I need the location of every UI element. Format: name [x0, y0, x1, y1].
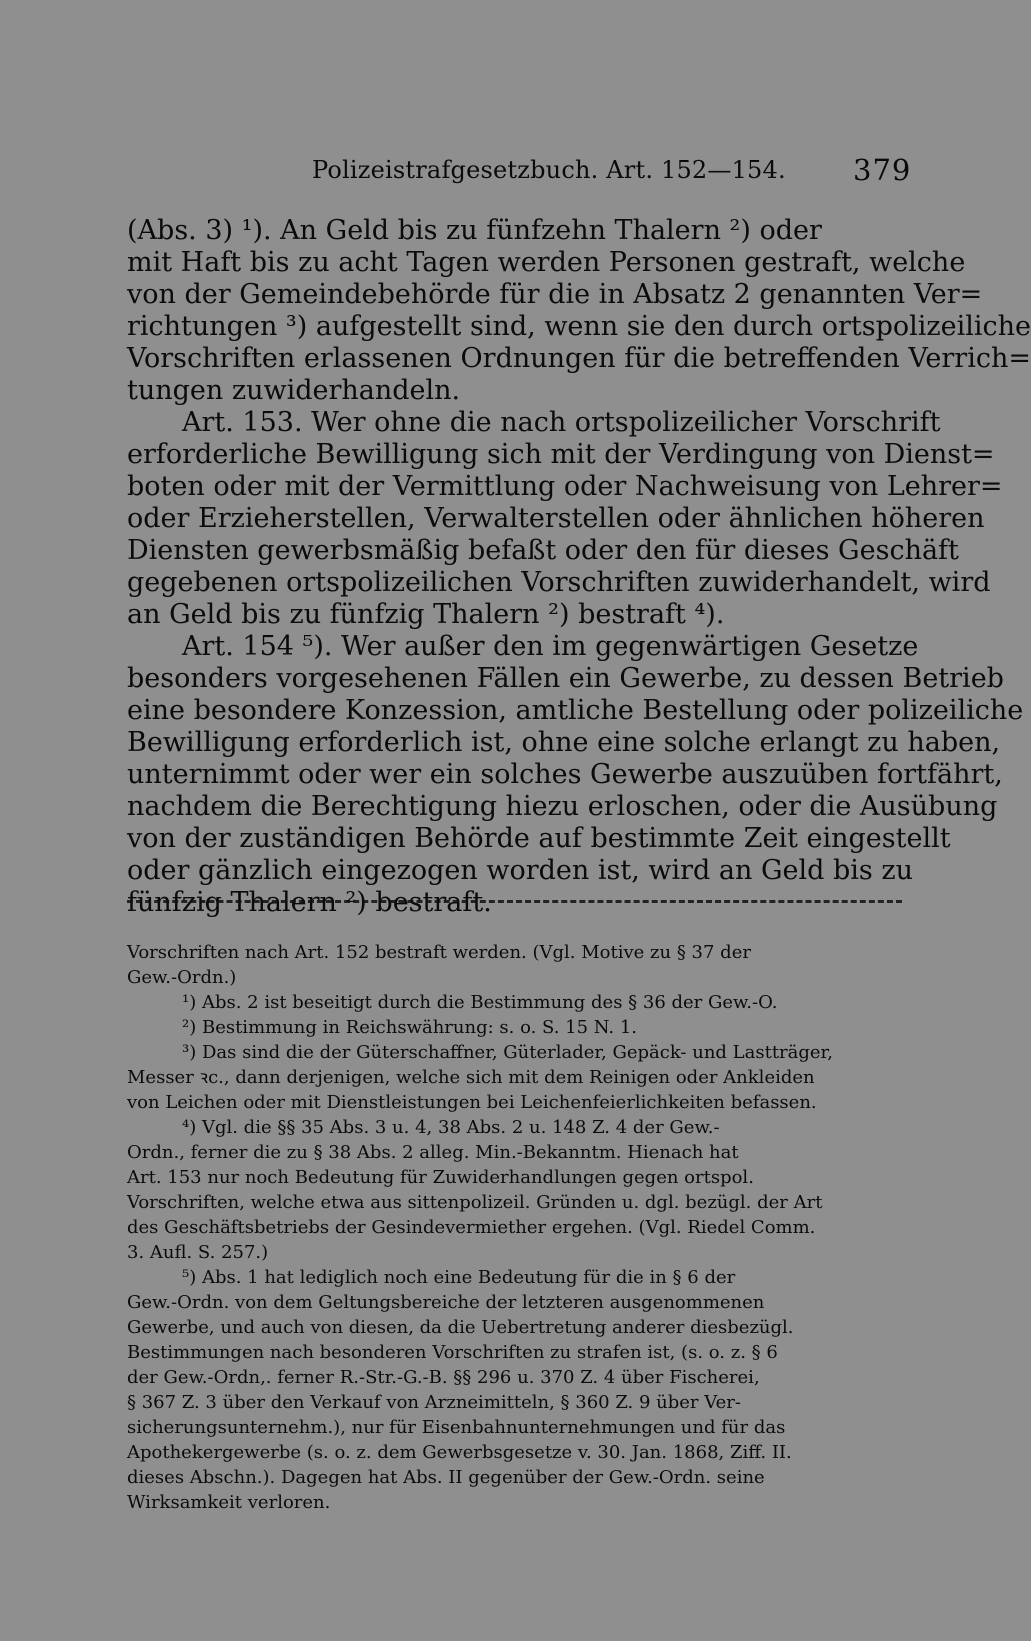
footnote-line: § 367 Z. 3 über den Verkauf von Arzneimitteln, § 360 Z. 9 über Ver-	[127, 1392, 741, 1413]
main-text-line: besonders vorgesehenen Fällen ein Gewerbe, zu dessen Betrieb	[127, 663, 1004, 694]
footnote-line: Messer ꝛc., dann derjenigen, welche sich mit dem Reinigen oder Ankleiden	[127, 1067, 815, 1088]
running-header: Polizeistrafgesetzbuch. Art. 152—154.	[312, 156, 786, 184]
footnote-line: Vorschriften, welche etwa aus sittenpolizeil. Gründen u. dgl. bezügl. der Art	[127, 1192, 823, 1213]
main-text-line: erforderliche Bewilligung sich mit der Verdingung von Dienst=	[127, 439, 995, 470]
main-text-line: Diensten gewerbsmäßig befaßt oder den für dieses Geschäft	[127, 535, 959, 566]
footnote-line: Gew.-Ordn. von dem Geltungsbereiche der letzteren ausgenommenen	[127, 1292, 765, 1313]
main-text-line: boten oder mit der Vermittlung oder Nachweisung von Lehrer=	[127, 471, 1003, 502]
main-text-line: Bewilligung erforderlich ist, ohne eine solche erlangt zu haben,	[127, 727, 1001, 758]
footnote-line: ⁴) Vgl. die §§ 35 Abs. 3 u. 4, 38 Abs. 2 u. 148 Z. 4 der Gew.-	[182, 1117, 720, 1138]
footnotes-block	[127, 940, 902, 1515]
main-text-line: (Abs. 3) ¹). An Geld bis zu fünfzehn Thalern ²) oder	[127, 215, 822, 246]
main-text-line: richtungen ³) aufgestellt sind, wenn sie den durch ortspolizeiliche	[127, 311, 1031, 342]
footnote-line: Vorschriften nach Art. 152 bestraft werden. (Vgl. Motive zu § 37 der	[127, 942, 751, 963]
footnote-line: ⁵) Abs. 1 hat lediglich noch eine Bedeutung für die in § 6 der	[182, 1267, 736, 1288]
main-text-line: fünfzig Thalern ²) bestraft.	[127, 887, 492, 918]
main-text-line: Vorschriften erlassenen Ordnungen für die betreffenden Verrich=	[127, 343, 1031, 374]
footnote-line: 3. Aufl. S. 257.)	[127, 1242, 269, 1263]
article-heading-line: Art. 154 ⁵). Wer außer den im gegenwärtigen Gesetze	[182, 631, 919, 662]
main-text-line: von der Gemeindebehörde für die in Absatz 2 genannten Ver=	[127, 279, 983, 310]
footnote-separator	[127, 900, 902, 903]
footnote-line: sicherungsunternehm.), nur für Eisenbahnunternehmungen und für das	[127, 1417, 786, 1438]
footnote-line: von Leichen oder mit Dienstleistungen bei Leichenfeierlichkeiten befassen.	[127, 1092, 817, 1113]
footnote-line: Gew.-Ordn.)	[127, 967, 237, 988]
main-text-line: oder Erzieherstellen, Verwalterstellen oder ähnlichen höheren	[127, 503, 985, 534]
footnote-line: Wirksamkeit verloren.	[127, 1492, 331, 1513]
main-text-line: nachdem die Berechtigung hiezu erloschen, oder die Ausübung	[127, 791, 998, 822]
footnote-line: Ordn., ferner die zu § 38 Abs. 2 alleg. Min.-Bekanntm. Hienach hat	[127, 1142, 739, 1163]
article-heading-line: Art. 153. Wer ohne die nach ortspolizeilicher Vorschrift	[182, 407, 941, 438]
footnote-line: ³) Das sind die der Güterschaffner, Güterlader, Gepäck- und Lastträger,	[182, 1042, 833, 1063]
main-text-line: unternimmt oder wer ein solches Gewerbe auszuüben fortfährt,	[127, 759, 1003, 790]
footnote-line: Art. 153 nur noch Bedeutung für Zuwiderhandlungen gegen ortspol.	[127, 1167, 754, 1188]
main-text-line: gegebenen ortspolizeilichen Vorschriften zuwiderhandelt, wird	[127, 567, 991, 598]
page-number: 379	[853, 153, 912, 187]
footnote-line: dieses Abschn.). Dagegen hat Abs. II gegenüber der Gew.-Ordn. seine	[127, 1467, 765, 1488]
footnote-line: Bestimmungen nach besonderen Vorschriften zu strafen ist, (s. o. z. § 6	[127, 1342, 778, 1363]
main-text-line: eine besondere Konzession, amtliche Bestellung oder polizeiliche	[127, 695, 1024, 726]
footnote-line: Apothekergewerbe (s. o. z. dem Gewerbsgesetze v. 30. Jan. 1868, Ziff. II.	[127, 1442, 792, 1463]
footnote-line: der Gew.-Ordn,. ferner R.-Str.-G.-B. §§ 296 u. 370 Z. 4 über Fischerei,	[127, 1367, 760, 1388]
main-text-block	[127, 215, 1031, 919]
footnote-line: Gewerbe, und auch von diesen, da die Uebertretung anderer diesbezügl.	[127, 1317, 794, 1338]
main-text-line: von der zuständigen Behörde auf bestimmte Zeit eingestellt	[127, 823, 951, 854]
footnote-line: ¹) Abs. 2 ist beseitigt durch die Bestimmung des § 36 der Gew.-O.	[182, 992, 778, 1013]
footnote-line: des Geschäftsbetriebs der Gesindevermiether ergehen. (Vgl. Riedel Comm.	[127, 1217, 816, 1238]
main-text-line: mit Haft bis zu acht Tagen werden Personen gestraft, welche	[127, 247, 966, 278]
main-text-line: tungen zuwiderhandeln.	[127, 375, 461, 406]
footnote-line: ²) Bestimmung in Reichswährung: s. o. S. 15 N. 1.	[182, 1017, 638, 1038]
main-text-line: an Geld bis zu fünfzig Thalern ²) bestraft ⁴).	[127, 599, 725, 630]
main-text-line: oder gänzlich eingezogen worden ist, wird an Geld bis zu	[127, 855, 913, 886]
